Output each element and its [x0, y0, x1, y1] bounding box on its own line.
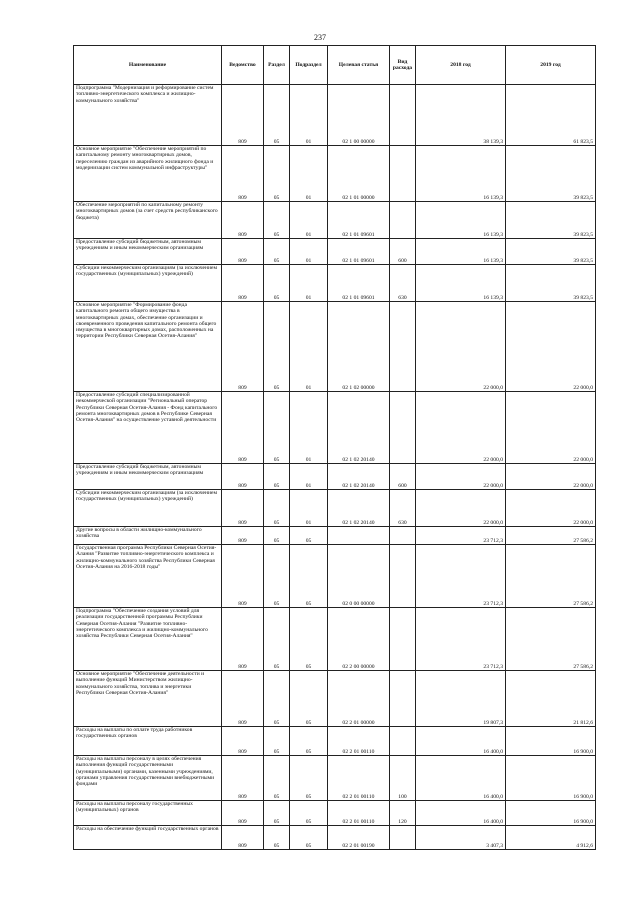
row-department: 809 — [222, 302, 264, 392]
row-amount-2019: 22 000,0 — [506, 302, 596, 392]
row-expense-type — [390, 727, 416, 756]
row-amount-2019: 27 586,2 — [506, 608, 596, 671]
row-name: Другие вопросы в области жилищно-коммунального хозяйства — [74, 527, 222, 545]
row-name: Основное мероприятие "Формирование фонда капитального ремонта общего имущества в многоквартирных домах, обеспечение организации и своевременного проведения капитального ремонта общего имущества в многоквартирных домах, расположенных на территории Республики Северная Осетия-Алания" — [74, 302, 222, 392]
row-subsection: 05 — [290, 671, 328, 727]
row-subsection: 05 — [290, 608, 328, 671]
row-amount-2018: 22 000,0 — [416, 302, 506, 392]
table-row — [74, 527, 596, 545]
row-expense-type — [390, 302, 416, 392]
row-subsection: 01 — [290, 302, 328, 392]
row-target-item: 02 2 01 00110 — [328, 727, 390, 756]
table-row — [74, 392, 596, 464]
header-year-2019: 2019 год — [506, 46, 596, 85]
row-amount-2019: 16 900,0 — [506, 727, 596, 756]
row-subsection: 01 — [290, 490, 328, 527]
row-amount-2019: 21 812,6 — [506, 671, 596, 727]
row-department: 809 — [222, 202, 264, 239]
table-row — [74, 265, 596, 302]
table-row — [74, 545, 596, 608]
row-subsection: 01 — [290, 464, 328, 490]
row-section: 05 — [264, 826, 290, 850]
row-subsection: 05 — [290, 801, 328, 826]
row-name: Основное мероприятие "Обеспечение деятельности и выполнение функций Министерством жилищно-коммунального хозяйства, топлива и энергетики Республики Северная Осетия-Алания" — [74, 671, 222, 727]
row-subsection: 05 — [290, 527, 328, 545]
row-name: Основное мероприятие "Обеспечение мероприятий по капитальному ремонту многоквартирных домов, переселению граждан из аварийного жилищного фонда и модернизации систем коммунальной инфраструктуры" — [74, 146, 222, 202]
row-department: 809 — [222, 146, 264, 202]
row-target-item: 02 1 00 00000 — [328, 85, 390, 146]
row-department: 809 — [222, 545, 264, 608]
row-amount-2018: 22 000,0 — [416, 392, 506, 464]
row-department: 809 — [222, 490, 264, 527]
row-expense-type: 630 — [390, 265, 416, 302]
row-expense-type — [390, 545, 416, 608]
row-department: 809 — [222, 85, 264, 146]
row-expense-type: 120 — [390, 801, 416, 826]
row-amount-2019: 4 912,6 — [506, 826, 596, 850]
row-target-item: 02 2 01 00110 — [328, 801, 390, 826]
row-name: Субсидии некоммерческим организациям (за исключением государственных (муниципальных) учреждений) — [74, 490, 222, 527]
table-row — [74, 756, 596, 801]
row-department: 809 — [222, 527, 264, 545]
row-department: 809 — [222, 265, 264, 302]
row-department: 809 — [222, 464, 264, 490]
header-target-item: Целевая статья — [328, 46, 390, 85]
row-target-item: 02 1 01 09601 — [328, 202, 390, 239]
budget-table — [73, 45, 596, 850]
row-section: 05 — [264, 545, 290, 608]
row-amount-2019: 22 000,0 — [506, 392, 596, 464]
table-row — [74, 302, 596, 392]
table-row — [74, 490, 596, 527]
table-row — [74, 671, 596, 727]
row-amount-2019: 39 823,5 — [506, 202, 596, 239]
header-expense-type: Вид расхода — [390, 46, 416, 85]
row-section: 05 — [264, 464, 290, 490]
row-expense-type: 100 — [390, 756, 416, 801]
row-expense-type — [390, 392, 416, 464]
table-row — [74, 464, 596, 490]
row-target-item: 02 2 01 00000 — [328, 671, 390, 727]
row-amount-2018: 22 000,0 — [416, 490, 506, 527]
row-section: 05 — [264, 608, 290, 671]
row-amount-2019: 22 000,0 — [506, 464, 596, 490]
row-name: Подпрограмма "Модернизация и реформирование систем топливно-энергетического комплекса и жилищно-коммунального хозяйства" — [74, 85, 222, 146]
row-expense-type: 600 — [390, 464, 416, 490]
row-name: Предоставление субсидий бюджетным, автономным учреждениям и иным некоммерческим организациям — [74, 464, 222, 490]
row-target-item: 02 1 01 09601 — [328, 239, 390, 265]
row-amount-2018: 16 400,0 — [416, 727, 506, 756]
row-name: Обеспечение мероприятий по капитальному ремонту многоквартирных домов (за счет средств республиканского бюджета) — [74, 202, 222, 239]
row-amount-2018: 16 139,3 — [416, 265, 506, 302]
row-section: 05 — [264, 671, 290, 727]
row-amount-2018: 16 139,3 — [416, 146, 506, 202]
table-body — [74, 85, 596, 850]
row-amount-2018: 19 807,3 — [416, 671, 506, 727]
row-expense-type — [390, 527, 416, 545]
row-section: 05 — [264, 801, 290, 826]
row-department: 809 — [222, 671, 264, 727]
row-name: Расходы на выплаты персоналу государственных (муниципальных) органов — [74, 801, 222, 826]
row-department: 809 — [222, 801, 264, 826]
row-section: 05 — [264, 85, 290, 146]
row-amount-2018: 3 407,3 — [416, 826, 506, 850]
row-department: 809 — [222, 392, 264, 464]
row-amount-2019: 27 586,2 — [506, 545, 596, 608]
row-amount-2018: 23 712,3 — [416, 608, 506, 671]
row-expense-type — [390, 671, 416, 727]
row-name: Подпрограмма "Обеспечение создания условий для реализации государственной программы Республики Северная Осетия-Алания "Развитие топливно-энергетического комплекса и жилищно-коммунального хозяйства Республики Северная Осетия-Алания" — [74, 608, 222, 671]
row-subsection: 05 — [290, 545, 328, 608]
row-section: 05 — [264, 239, 290, 265]
row-department: 809 — [222, 727, 264, 756]
row-name: Расходы на выплаты персоналу в целях обеспечения выполнения функций государственными (муниципальными) органами, казенными учреждениями, органами управления государственными внебюджетными фондами — [74, 756, 222, 801]
row-department: 809 — [222, 608, 264, 671]
row-department: 809 — [222, 239, 264, 265]
table-row — [74, 608, 596, 671]
row-amount-2018: 22 000,0 — [416, 464, 506, 490]
row-department: 809 — [222, 826, 264, 850]
row-target-item: 02 1 02 20140 — [328, 392, 390, 464]
row-section: 05 — [264, 756, 290, 801]
row-amount-2019: 39 823,5 — [506, 146, 596, 202]
row-amount-2018: 16 139,3 — [416, 202, 506, 239]
table-row — [74, 85, 596, 146]
header-subsection: Подраздел — [290, 46, 328, 85]
row-amount-2019: 61 823,5 — [506, 85, 596, 146]
row-subsection: 05 — [290, 727, 328, 756]
row-subsection: 01 — [290, 392, 328, 464]
table-header-row — [74, 46, 596, 85]
row-amount-2019: 16 900,0 — [506, 756, 596, 801]
table-row — [74, 727, 596, 756]
row-subsection: 01 — [290, 239, 328, 265]
row-expense-type — [390, 146, 416, 202]
row-name: Субсидии некоммерческим организациям (за исключением государственных (муниципальных) учреждений) — [74, 265, 222, 302]
row-name: Предоставление субсидий бюджетным, автономным учреждениям и иным некоммерческим организациям — [74, 239, 222, 265]
row-expense-type — [390, 85, 416, 146]
row-target-item: 02 1 02 20140 — [328, 464, 390, 490]
row-target-item: 02 1 02 20140 — [328, 490, 390, 527]
row-section: 05 — [264, 490, 290, 527]
row-subsection: 05 — [290, 826, 328, 850]
header-year-2018: 2018 год — [416, 46, 506, 85]
row-amount-2018: 38 139,3 — [416, 85, 506, 146]
row-name: Расходы на обеспечение функций государственных органов — [74, 826, 222, 850]
row-amount-2019: 39 823,5 — [506, 239, 596, 265]
row-expense-type: 600 — [390, 239, 416, 265]
row-expense-type — [390, 826, 416, 850]
page-number: 237 — [314, 33, 326, 42]
row-section: 05 — [264, 527, 290, 545]
table-row — [74, 202, 596, 239]
row-target-item: 02 2 00 00000 — [328, 608, 390, 671]
row-section: 05 — [264, 202, 290, 239]
row-expense-type: 630 — [390, 490, 416, 527]
row-target-item: 02 2 01 00110 — [328, 756, 390, 801]
row-name: Государственная программа Республики Северная Осетия-Алания "Развитие топливно-энергетического комплекса и жилищно-коммунального хозяйства Республики Северная Осетия-Алания на 2016-2018 годы" — [74, 545, 222, 608]
row-subsection: 01 — [290, 202, 328, 239]
row-subsection: 01 — [290, 265, 328, 302]
row-subsection: 01 — [290, 146, 328, 202]
header-section: Раздел — [264, 46, 290, 85]
row-department: 809 — [222, 756, 264, 801]
row-amount-2018: 16 400,0 — [416, 756, 506, 801]
row-expense-type — [390, 202, 416, 239]
header-department: Ведомство — [222, 46, 264, 85]
row-amount-2019: 27 586,2 — [506, 527, 596, 545]
row-amount-2018: 23 712,3 — [416, 527, 506, 545]
row-target-item: 02 0 00 00000 — [328, 545, 390, 608]
table-row — [74, 801, 596, 826]
row-amount-2019: 22 000,0 — [506, 490, 596, 527]
row-amount-2018: 23 712,3 — [416, 545, 506, 608]
row-subsection: 01 — [290, 85, 328, 146]
row-section: 05 — [264, 302, 290, 392]
header-name: Наименование — [74, 46, 222, 85]
row-section: 05 — [264, 265, 290, 302]
row-target-item — [328, 527, 390, 545]
row-section: 05 — [264, 146, 290, 202]
row-target-item: 02 1 01 00000 — [328, 146, 390, 202]
row-section: 05 — [264, 727, 290, 756]
row-amount-2019: 16 900,0 — [506, 801, 596, 826]
row-amount-2018: 16 139,3 — [416, 239, 506, 265]
row-amount-2019: 39 823,5 — [506, 265, 596, 302]
row-subsection: 05 — [290, 756, 328, 801]
row-amount-2018: 16 400,0 — [416, 801, 506, 826]
row-target-item: 02 2 01 00190 — [328, 826, 390, 850]
row-expense-type — [390, 608, 416, 671]
table-row — [74, 146, 596, 202]
row-target-item: 02 1 02 00000 — [328, 302, 390, 392]
row-name: Предоставление субсидий специализированной некоммерческой организации "Региональный оператор Республики Северная Осетия-Алания - Фонд капитального ремонта многоквартирных домов в Республике Северная Осетия-Алания" на осуществление уставной деятельности — [74, 392, 222, 464]
table-row — [74, 239, 596, 265]
row-section: 05 — [264, 392, 290, 464]
row-name: Расходы на выплаты по оплате труда работников государственных органов — [74, 727, 222, 756]
row-target-item: 02 1 01 09601 — [328, 265, 390, 302]
table-row — [74, 826, 596, 850]
